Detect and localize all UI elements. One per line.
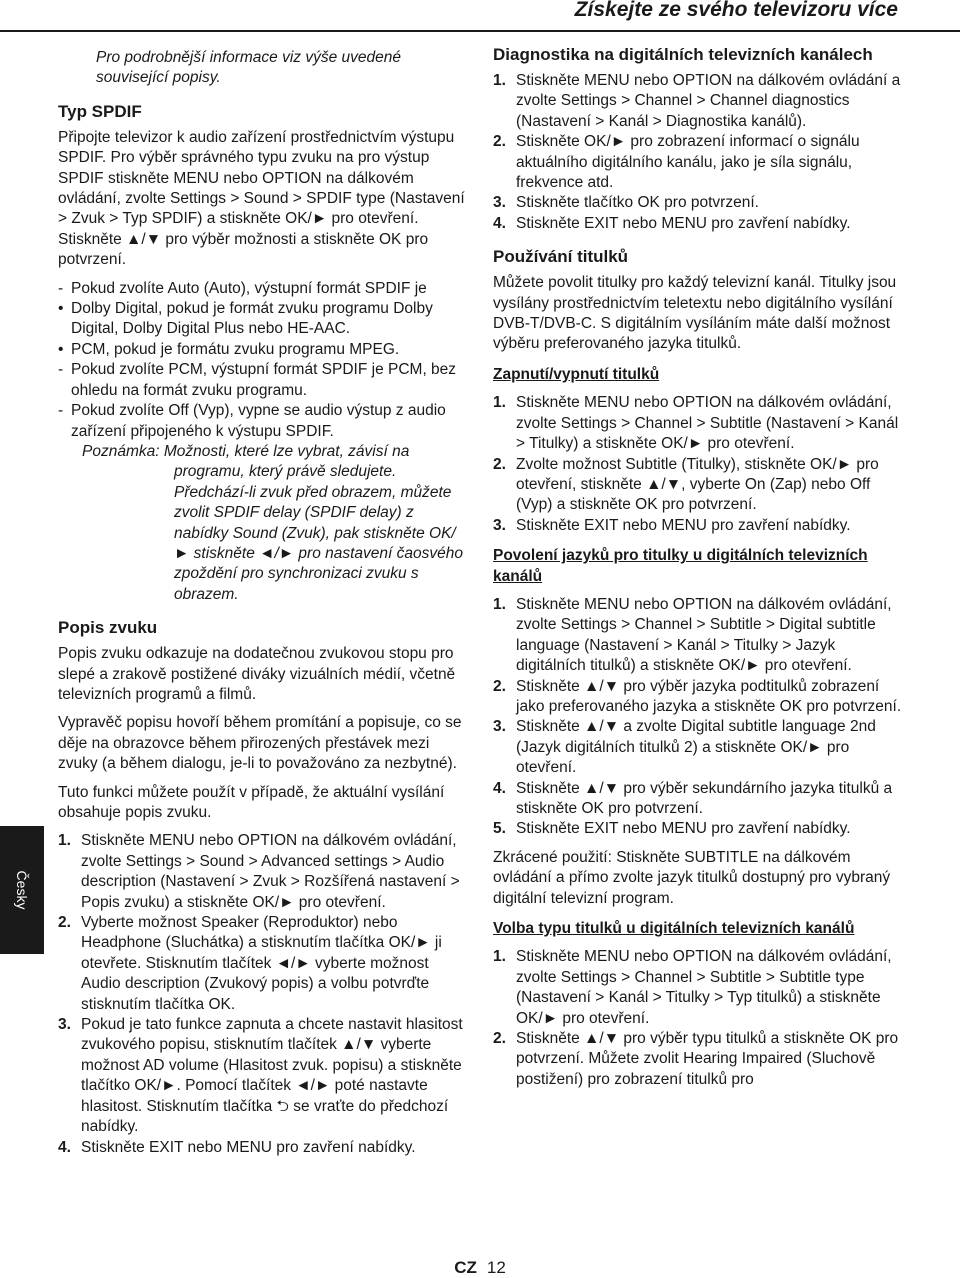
- list-item: - Pokud zvolíte Auto (Auto), výstupní formát SPDIF je: [58, 279, 427, 297]
- footer-language-code: CZ: [454, 1258, 477, 1277]
- right-column: [493, 44, 905, 1098]
- spdif-heading: Typ SPDIF: [58, 101, 142, 121]
- language-tab-label: Česky: [14, 870, 30, 910]
- list-item: 4. Stiskněte ▲/▼ pro výběr sekundárního jazyka titulků a stiskněte OK pro potvrzení.: [493, 779, 893, 817]
- subtitles-language-steps: [493, 595, 905, 840]
- list-item: 4. Stiskněte EXIT nebo MENU pro zavření nabídky.: [493, 214, 851, 232]
- list-item: • Dolby Digital, pokud je formát zvuku programu Dolby Digital, Dolby Digital Plus nebo HE-AAC.: [58, 300, 433, 338]
- list-item: 2. Stiskněte OK/► pro zobrazení informací o signálu aktuálního digitálního kanálu, jako je síla signálu, frekvence atd.: [493, 133, 860, 192]
- list-item: • PCM, pokud je formátu zvuku programu MPEG.: [58, 340, 400, 358]
- list-item: 3. Stiskněte ▲/▼ a zvolte Digital subtitle language 2nd (Jazyk digitálních titulků 2) a stiskněte OK/► pro otevření.: [493, 718, 876, 777]
- list-item: 1. Stiskněte MENU nebo OPTION na dálkovém ovládání, zvolte Settings > Channel > Subtitle (Nastavení > Kanál > Titulky) a stiskněte OK/► pro otevření.: [493, 394, 899, 453]
- list-item: 4. Stiskněte EXIT nebo MENU pro zavření nabídky.: [58, 1138, 416, 1156]
- list-item: - Pokud zvolíte PCM, výstupní formát SPDIF je PCM, bez ohledu na formát zvuku programu.: [58, 361, 457, 399]
- page-header-title: Získejte ze svého televizoru více: [574, 0, 898, 21]
- header-divider: [0, 30, 960, 32]
- subtitles-language-heading: Povolení jazyků pro titulky u digitálních televizních kanálů: [493, 547, 868, 585]
- subtitles-onoff-heading: Zapnutí/vypnutí titulků: [493, 365, 660, 383]
- spdif-note: [58, 442, 470, 605]
- subtitles-paragraph: Můžete povolit titulky pro každý televizní kanál. Titulky jsou vysílány prostřednictvím teletextu nebo digitálního vysílání DVB-T/DVB-C. S digitálním vysíláním máte další možnost výběru preferovaného jazyka titulků.: [493, 274, 897, 353]
- diagnostics-steps: [493, 71, 905, 234]
- list-item: 3. Pokud je tato funkce zapnuta a chcete nastavit hlasitost zvukového popisu, stisknutím tlačítek ▲/▼ vyberte možnost AD volume (Hlasitost zvuk. popisu) a stiskněte tlačítko OK/►. Pomocí tlačítek ◄/► poté nastavte hlasitost. Stisknutím tlačítka ⮌ se vraťte do předchozí nabídky.: [58, 1016, 463, 1136]
- audio-desc-para-3: Tuto funkci můžete použít v případě, že aktuální vysílání obsahuje popis zvuku.: [58, 783, 445, 821]
- list-item: 3. Stiskněte tlačítko OK pro potvrzení.: [493, 194, 759, 212]
- subtitles-type-heading: Volba typu titulků u digitálních televizních kanálů: [493, 920, 855, 938]
- list-item: 1. Stiskněte MENU nebo OPTION na dálkovém ovládání, zvolte Settings > Channel > Subtitle > Subtitle type (Nastavení > Kanál > Titulky > Typ titulků) a stiskněte OK/► pro otevření.: [493, 948, 892, 1027]
- page-number: 12: [486, 1258, 506, 1277]
- subtitles-type-steps: [493, 947, 905, 1090]
- subtitles-onoff-steps: [493, 393, 905, 536]
- language-side-tab: [0, 826, 44, 954]
- list-item: 3. Stiskněte EXIT nebo MENU pro zavření nabídky.: [493, 516, 851, 534]
- list-item: 2. Stiskněte ▲/▼ pro výběr jazyka podtitulků zobrazení jako preferovaného jazyka a stiskněte OK pro potvrzení.: [493, 677, 902, 715]
- list-item: 2. Vyberte možnost Speaker (Reproduktor) nebo Headphone (Sluchátka) a stisknutím tlačítka OK/► ji otevřete. Stisknutím tlačítek ◄/► vyberte možnost Audio description (Zvukový popis) a volbu potvrďte stisknutím tlačítka OK.: [58, 914, 442, 1013]
- list-item: - Pokud zvolíte Off (Vyp), vypne se audio výstup z audio zařízení připojeného k výstupu SPDIF.: [58, 402, 446, 440]
- subtitles-shortcut: Zkrácené použití: Stiskněte SUBTITLE na dálkovém ovládání a přímo zvolte jazyk titulků dostupný pro vybraný digitální televizní program.: [493, 848, 891, 907]
- list-item: 1. Stiskněte MENU nebo OPTION na dálkovém ovládání a zvolte Settings > Channel > Channel diagnostics (Nastavení > Kanál > Diagnostika kanálů).: [493, 72, 901, 130]
- list-item: 2. Stiskněte ▲/▼ pro výběr typu titulků a stiskněte OK pro potvrzení. Můžete zvolit Hearing Impaired (Sluchově postižení) pro zobrazení titulků pro: [493, 1030, 899, 1088]
- audio-description-heading: Popis zvuku: [58, 618, 158, 638]
- audio-desc-para-2: Vypravěč popisu hovoří během promítání a popisuje, co se děje na obrazovce během přirozených přestávek mezi zvuky (a během dialogu, je-li to považováno za nezbytné).: [58, 714, 462, 773]
- page-footer: [0, 1258, 960, 1278]
- intro-text: Pro podrobnější informace viz výše uvedené související popisy.: [96, 49, 401, 87]
- spdif-options-list: [58, 279, 470, 442]
- list-item: 5. Stiskněte EXIT nebo MENU pro zavření nabídky.: [493, 820, 851, 838]
- list-item: 1. Stiskněte MENU nebo OPTION na dálkovém ovládání, zvolte Settings > Sound > Advanced settings > Audio description (Nastavení > Zvuk > Rozšířená nastavení > Popis zvuku) a stiskněte OK/► pro otevření.: [58, 832, 460, 911]
- note-body: programu, který právě sledujete. Předchází-li zvuk před obrazem, můžete zvolit SPDIF delay (SPDIF delay) z nabídky Sound (Zvuk), pak stiskněte OK/► stiskněte ◄/► pro nastavení čaosvého zpoždění pro synchronizaci zvuku s obrazem.: [174, 463, 463, 603]
- diagnostics-heading: Diagnostika na digitálních televizních kanálech: [493, 45, 873, 64]
- subtitles-heading: Používání titulků: [493, 247, 629, 267]
- spdif-paragraph: Připojte televizor k audio zařízení prostřednictvím výstupu SPDIF. Pro výběr správného typu zvuku na pro výstup SPDIF stiskněte MENU nebo OPTION na dálkovém ovládání, zvolte Settings > Sound > SPDIF type (Nastavení > Zvuk > Typ SPDIF) a stiskněte OK/► pro otevření. Stiskněte ▲/▼ pro výběr možnosti a stiskněte OK pro potvrzení.: [58, 128, 465, 269]
- left-column: [58, 44, 470, 1166]
- audio-desc-steps: [58, 831, 470, 1158]
- list-item: 1. Stiskněte MENU nebo OPTION na dálkovém ovládání, zvolte Settings > Channel > Subtitle > Digital subtitle language (Nastavení > Kanál > Titulky > Jazyk digitálních titulků) a stiskněte OK/► pro otevření.: [493, 595, 892, 675]
- audio-desc-para-1: Popis zvuku odkazuje na dodatečnou zvukovou stopu pro slepé a zrakově postižené diváky vizuálních médií, včetně televizních programů a filmů.: [58, 645, 456, 703]
- note-lead: Poznámka: Možnosti, které lze vybrat, závisí na: [82, 442, 410, 460]
- list-item: 2. Zvolte možnost Subtitle (Titulky), stiskněte OK/► pro otevření, stiskněte ▲/▼, vyberte On (Zap) nebo Off (Vyp) a stiskněte OK pro potvrzení.: [493, 455, 879, 514]
